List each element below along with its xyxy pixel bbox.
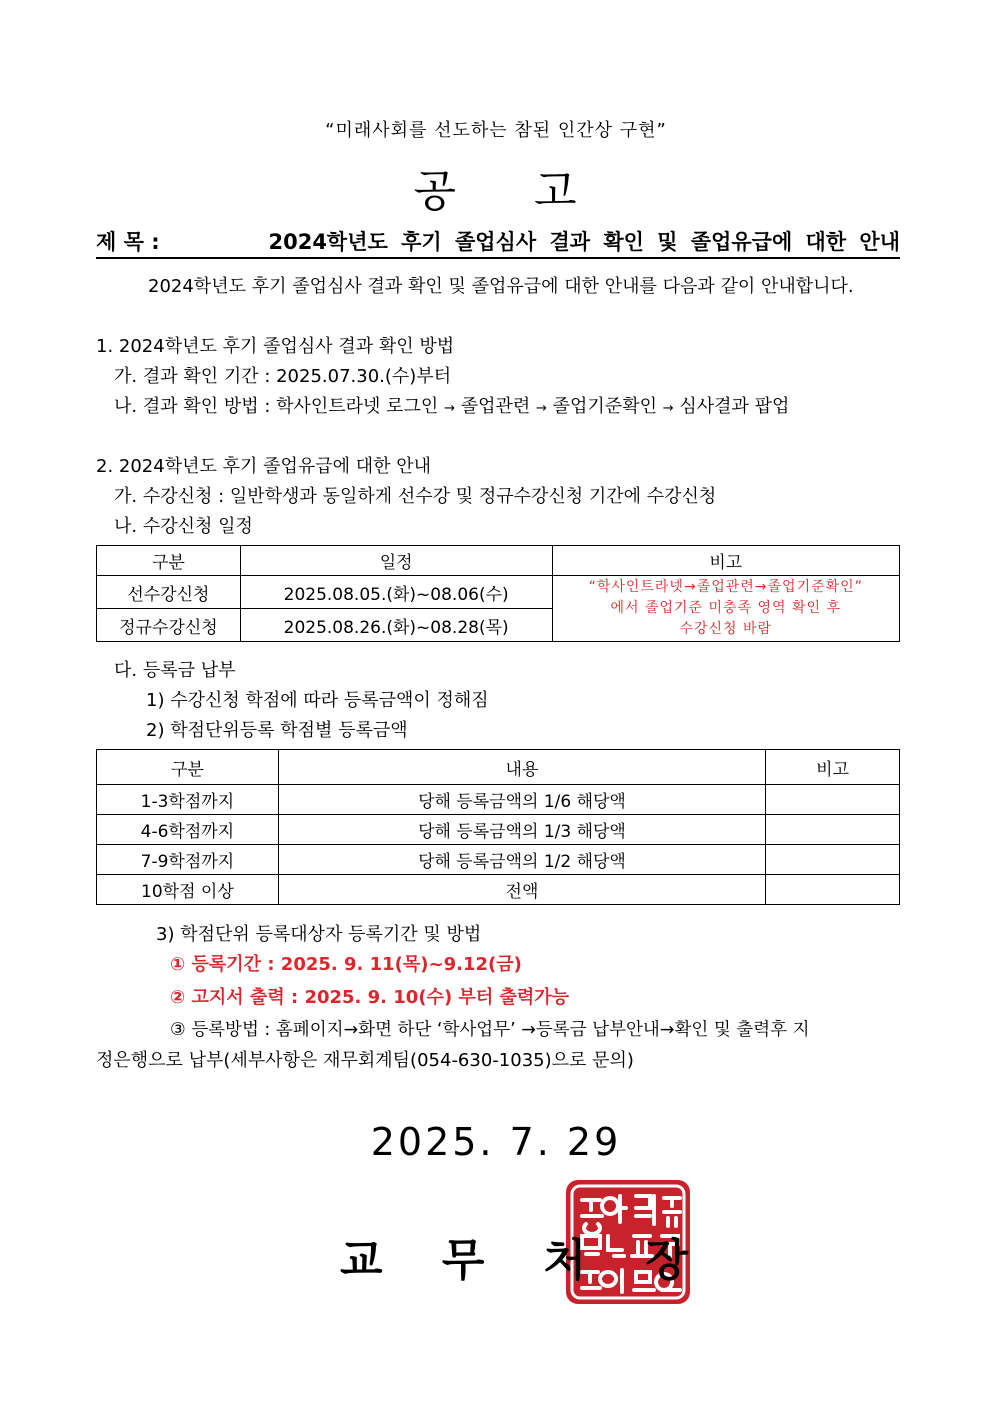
schedule-table [96,545,900,642]
section1-item-b [114,392,789,418]
invoice-print-date: ② 고지서 출력 : 2025. 9. 10(수) 부터 출력가능 [170,987,570,1008]
notice-heading: 공 고 [413,166,579,217]
table-cell: 전액 [278,875,765,905]
table-cell: 2025.08.05.(화)~08.06(수) [240,576,552,609]
step-popup: 심사결과 팝업 [679,396,790,417]
table-cell: 2025.08.26.(화)~08.28(목) [240,609,552,642]
registration-period: ① 등록기간 : 2025. 9. 11(목)~9.12(금) [170,954,522,975]
subject-text: 2024학년도 후기 졸업심사 결과 확인 및 졸업유급에 대한 안내 [268,230,900,254]
table-header: 구분 [97,546,241,576]
table-row [97,845,900,875]
table-row [97,875,900,905]
note-line: 수강신청 바람 [679,621,773,637]
arrow-icon: → [444,401,455,416]
sub-item-2: 2) 학점단위등록 학점별 등록금액 [146,720,408,741]
table-header-row [97,750,900,785]
table-row [97,785,900,815]
table-row [97,815,900,845]
announcement-date: 2025. 7. 29 [370,1120,622,1164]
section2-item-c: 다. 등록금 납부 [114,660,236,681]
sub-item-3: 3) 학점단위 등록대상자 등록기간 및 방법 [156,924,482,945]
arrow-icon: → [536,401,547,416]
table-cell: 7-9학점까지 [97,845,279,875]
motto: “미래사회를 선도하는 참된 인간상 구현” [325,120,667,141]
fee-table [96,749,900,905]
registration-method-line2: 정은행으로 납부(세부사항은 재무회계팀(054-630-1035)으로 문의) [96,1050,634,1071]
table-row [97,576,900,609]
subject-line [96,226,900,259]
section2-item-a: 가. 수강신청 : 일반학생과 동일하게 선수강 및 정규수강신청 기간에 수강신청 [114,486,717,507]
table-cell: 당해 등록금액의 1/6 해당액 [278,785,765,815]
table-cell: 선수강신청 [97,576,241,609]
table-cell [766,785,900,815]
table-cell: 1-3학점까지 [97,785,279,815]
table-cell [766,875,900,905]
table-header: 일정 [240,546,552,576]
subject-label: 제 목 : [96,230,160,254]
table-cell: 당해 등록금액의 1/3 해당액 [278,815,765,845]
table-cell: 10학점 이상 [97,875,279,905]
table-cell: 4-6학점까지 [97,815,279,845]
step-graduation: 졸업관련 [460,396,531,417]
issuing-office: 교 무 처 장 [340,1235,688,1286]
table-cell [766,845,900,875]
section2-title: 2. 2024학년도 후기 졸업유급에 대한 안내 [96,456,432,477]
arrow-icon: → [662,401,674,416]
note-line: “학사인트라넷→졸업관련→졸업기준확인” [588,579,863,595]
table-cell: 정규수강신청 [97,609,241,642]
section2-item-b: 나. 수강신청 일정 [114,516,253,537]
table-header: 비고 [766,750,900,785]
section1-title: 1. 2024학년도 후기 졸업심사 결과 확인 방법 [96,336,455,357]
table-cell: 당해 등록금액의 1/2 해당액 [278,845,765,875]
section1-item-a: 가. 결과 확인 기간 : 2025.07.30.(수)부터 [114,366,452,387]
table-header-row [97,546,900,576]
table-header: 내용 [278,750,765,785]
sub-item-1: 1) 수강신청 학점에 따라 등록금액이 정해짐 [146,690,489,711]
table-header: 구분 [97,750,279,785]
table-header: 비고 [552,546,900,576]
item-b-label: 나. 결과 확인 방법 : 학사인트라넷 로그인 [114,396,439,417]
registration-method-line1: ③ 등록방법 : 홈페이지→화면 하단 ‘학사업무’ →등록금 납부안내→확인 및 출력후 지 [170,1020,810,1040]
step-criteria: 졸업기준확인 [552,396,657,417]
note-line: 에서 졸업기준 미충족 영역 확인 후 [610,600,842,616]
intro-text: 2024학년도 후기 졸업심사 결과 확인 및 졸업유급에 대한 안내를 다음과 같이 안내합니다. [148,276,854,297]
schedule-note-cell [552,576,900,642]
table-cell [766,815,900,845]
